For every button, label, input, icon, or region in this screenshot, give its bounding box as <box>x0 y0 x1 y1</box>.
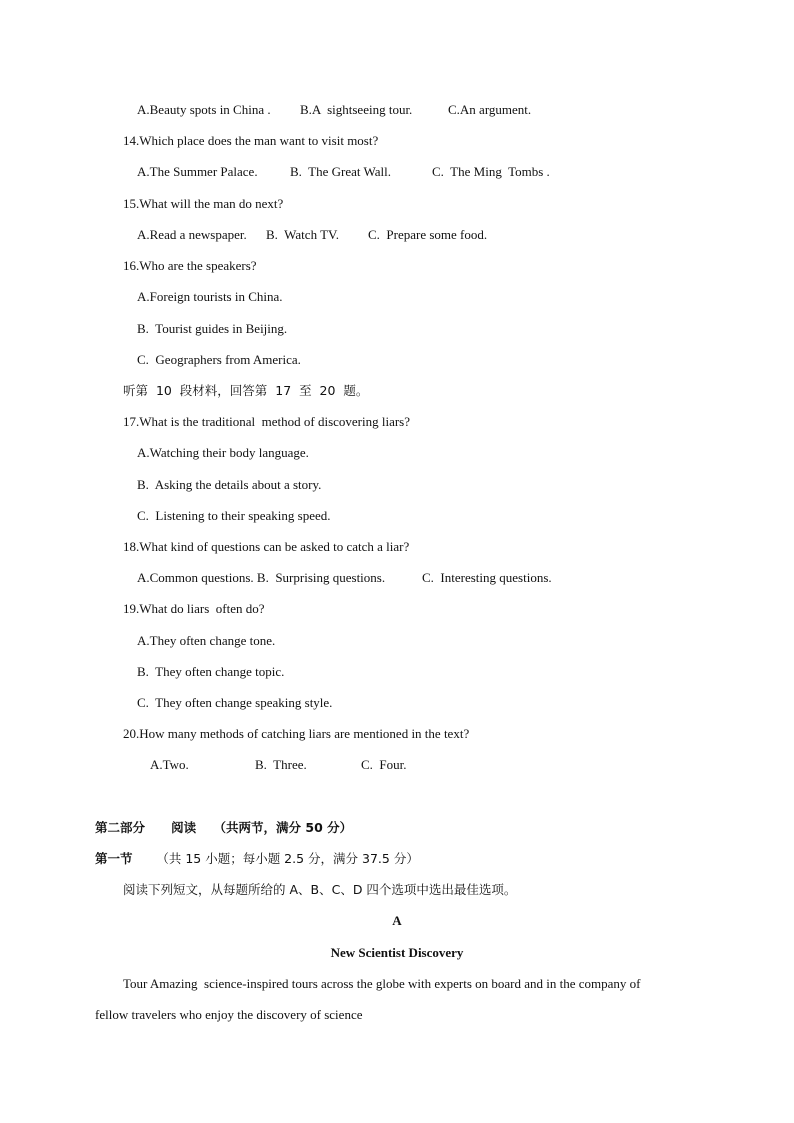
q17-option-a: A.Watching their body language. <box>137 445 309 460</box>
q15-options <box>0 227 794 243</box>
passage-body-line-2: fellow travelers who enjoy the discovery of science <box>95 1007 363 1022</box>
q18-option-ab: A.Common questions. B. Surprising questions. <box>137 570 386 585</box>
q14-option-a: A.The Summer Palace. <box>137 164 258 179</box>
q13-option-c: C.An argument. <box>448 102 532 117</box>
q19-question: 19.What do liars often do? <box>123 601 265 616</box>
q20-question: 20.How many methods of catching liars are mentioned in the text? <box>123 726 470 741</box>
q19-option-a: A.They often change tone. <box>137 633 276 648</box>
q14-option-b: B. The Great Wall. <box>290 164 392 179</box>
passage-body-line-1: Tour Amazing science-inspired tours across the globe with experts on board and in the company of <box>123 976 641 991</box>
q20-option-a: A.Two. <box>150 757 189 772</box>
q13-option-a: A.Beauty spots in China . <box>137 102 271 117</box>
q20-option-b: B. Three. <box>255 757 307 772</box>
q18-option-c: C. Interesting questions. <box>422 570 552 585</box>
q15-option-c: C. Prepare some food. <box>368 227 488 242</box>
q14-question: 14.Which place does the man want to visit most? <box>123 133 379 148</box>
q16-question: 16.Who are the speakers? <box>123 258 257 273</box>
part2-heading: 第二部分 阅读 （共两节，满分 50 分） <box>95 820 353 835</box>
passage-letter: A <box>392 913 402 928</box>
q19-option-c: C. They often change speaking style. <box>137 695 333 710</box>
q20-option-c: C. Four. <box>361 757 407 772</box>
q16-option-b: B. Tourist guides in Beijing. <box>137 321 288 336</box>
q16-option-c: C. Geographers from America. <box>137 352 301 367</box>
passage-title: New Scientist Discovery <box>330 945 464 960</box>
q16-option-a: A.Foreign tourists in China. <box>137 289 283 304</box>
part2-section1-detail: （共 15 小题；每小题 2.5 分，满分 37.5 分） <box>132 851 419 866</box>
q13-options <box>0 102 794 118</box>
part2-section1-text <box>95 851 419 866</box>
q17-option-b: B. Asking the details about a story. <box>137 477 322 492</box>
q14-options <box>0 164 794 180</box>
q15-question: 15.What will the man do next? <box>123 196 284 211</box>
part2-instruction: 阅读下列短文，从每题所给的 A、B、C、D 四个选项中选出最佳选项。 <box>123 882 517 897</box>
q14-option-c: C. The Ming Tombs . <box>432 164 550 179</box>
part2-section1 <box>95 851 419 867</box>
q18-question: 18.What kind of questions can be asked to catch a liar? <box>123 539 410 554</box>
q17-question: 17.What is the traditional method of discovering liars? <box>123 414 411 429</box>
q15-option-b: B. Watch TV. <box>266 227 339 242</box>
q19-option-b: B. They often change topic. <box>137 664 285 679</box>
q15-option-a: A.Read a newspaper. <box>137 227 247 242</box>
q17-option-c: C. Listening to their speaking speed. <box>137 508 331 523</box>
q18-options <box>0 570 794 586</box>
listening-section-note: 听第 10 段材料，回答第 17 至 20 题。 <box>123 383 369 398</box>
part2-section1-label: 第一节 <box>95 851 133 866</box>
q20-options <box>0 757 794 773</box>
q13-option-b: B.A sightseeing tour. <box>300 102 413 117</box>
